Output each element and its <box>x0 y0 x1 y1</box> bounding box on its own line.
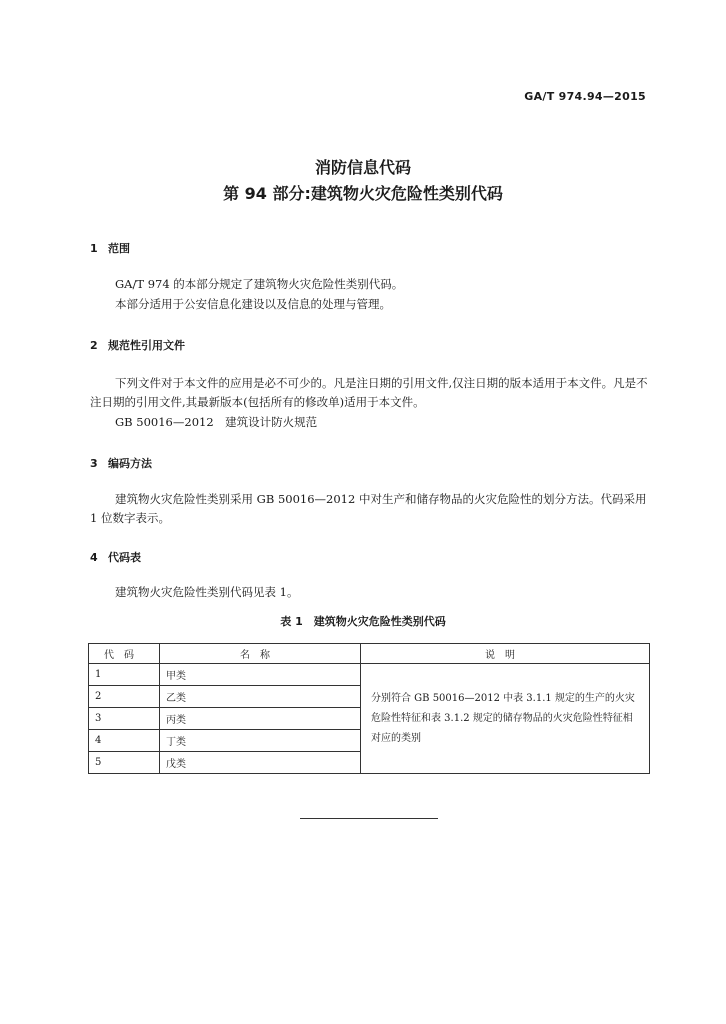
section-title: 规范性引用文件 <box>108 339 185 352</box>
column-header-name: 名称 <box>160 644 361 664</box>
section-heading-scope <box>90 240 130 256</box>
section-heading-references <box>90 337 185 353</box>
code-cell: 1 <box>89 664 160 686</box>
end-rule <box>300 818 438 819</box>
section-title: 代码表 <box>108 551 141 564</box>
name-cell: 丙类 <box>160 708 361 730</box>
section-number: 2 <box>90 339 98 352</box>
paragraph: 建筑物火灾危险性类别采用 GB 50016—2012 中对生产和储存物品的火灾危险性的划分方法。代码采用 1 位数字表示。 <box>90 492 647 525</box>
standard-code: GA/T 974.94—2015 <box>524 90 646 103</box>
description-cell: 分别符合 GB 50016—2012 中表 3.1.1 规定的生产的火灾危险性特征和表 3.1.2 规定的储存物品的火灾危险性特征相对应的类别 <box>361 664 650 774</box>
code-table <box>88 643 650 774</box>
column-header-code: 代码 <box>89 644 160 664</box>
section-heading-code-table <box>90 549 141 565</box>
document-title: 消防信息代码 <box>314 158 411 177</box>
paragraph: 下列文件对于本文件的应用是必不可少的。凡是注日期的引用文件,仅注日期的版本适用于本文件。凡是不注日期的引用文件,其最新版本(包括所有的修改单)适用于本文件。 <box>90 376 648 409</box>
section-number: 1 <box>90 242 98 255</box>
section-number: 4 <box>90 551 98 564</box>
code-cell: 5 <box>89 752 160 774</box>
paragraph: 本部分适用于公安信息化建设以及信息的处理与管理。 <box>115 297 391 311</box>
name-cell: 甲类 <box>160 664 361 686</box>
section-number: 3 <box>90 457 98 470</box>
section-heading-coding-method <box>90 455 152 471</box>
paragraph: 建筑物火灾危险性类别代码见表 1。 <box>115 585 299 599</box>
reference-item: GB 50016—2012 建筑设计防火规范 <box>115 415 318 429</box>
name-cell: 戊类 <box>160 752 361 774</box>
paragraph: GA/T 974 的本部分规定了建筑物火灾危险性类别代码。 <box>115 277 404 291</box>
section-title: 编码方法 <box>108 457 152 470</box>
code-cell: 3 <box>89 708 160 730</box>
table-caption: 表 1 建筑物火灾危险性类别代码 <box>280 615 446 628</box>
code-cell: 2 <box>89 686 160 708</box>
section-title: 范围 <box>108 242 130 255</box>
name-cell: 丁类 <box>160 730 361 752</box>
name-cell: 乙类 <box>160 686 361 708</box>
table-row <box>89 664 650 686</box>
document-subtitle: 第 94 部分:建筑物火灾危险性类别代码 <box>223 184 503 203</box>
code-cell: 4 <box>89 730 160 752</box>
column-header-description: 说明 <box>361 644 650 664</box>
table-header-row <box>89 644 650 664</box>
